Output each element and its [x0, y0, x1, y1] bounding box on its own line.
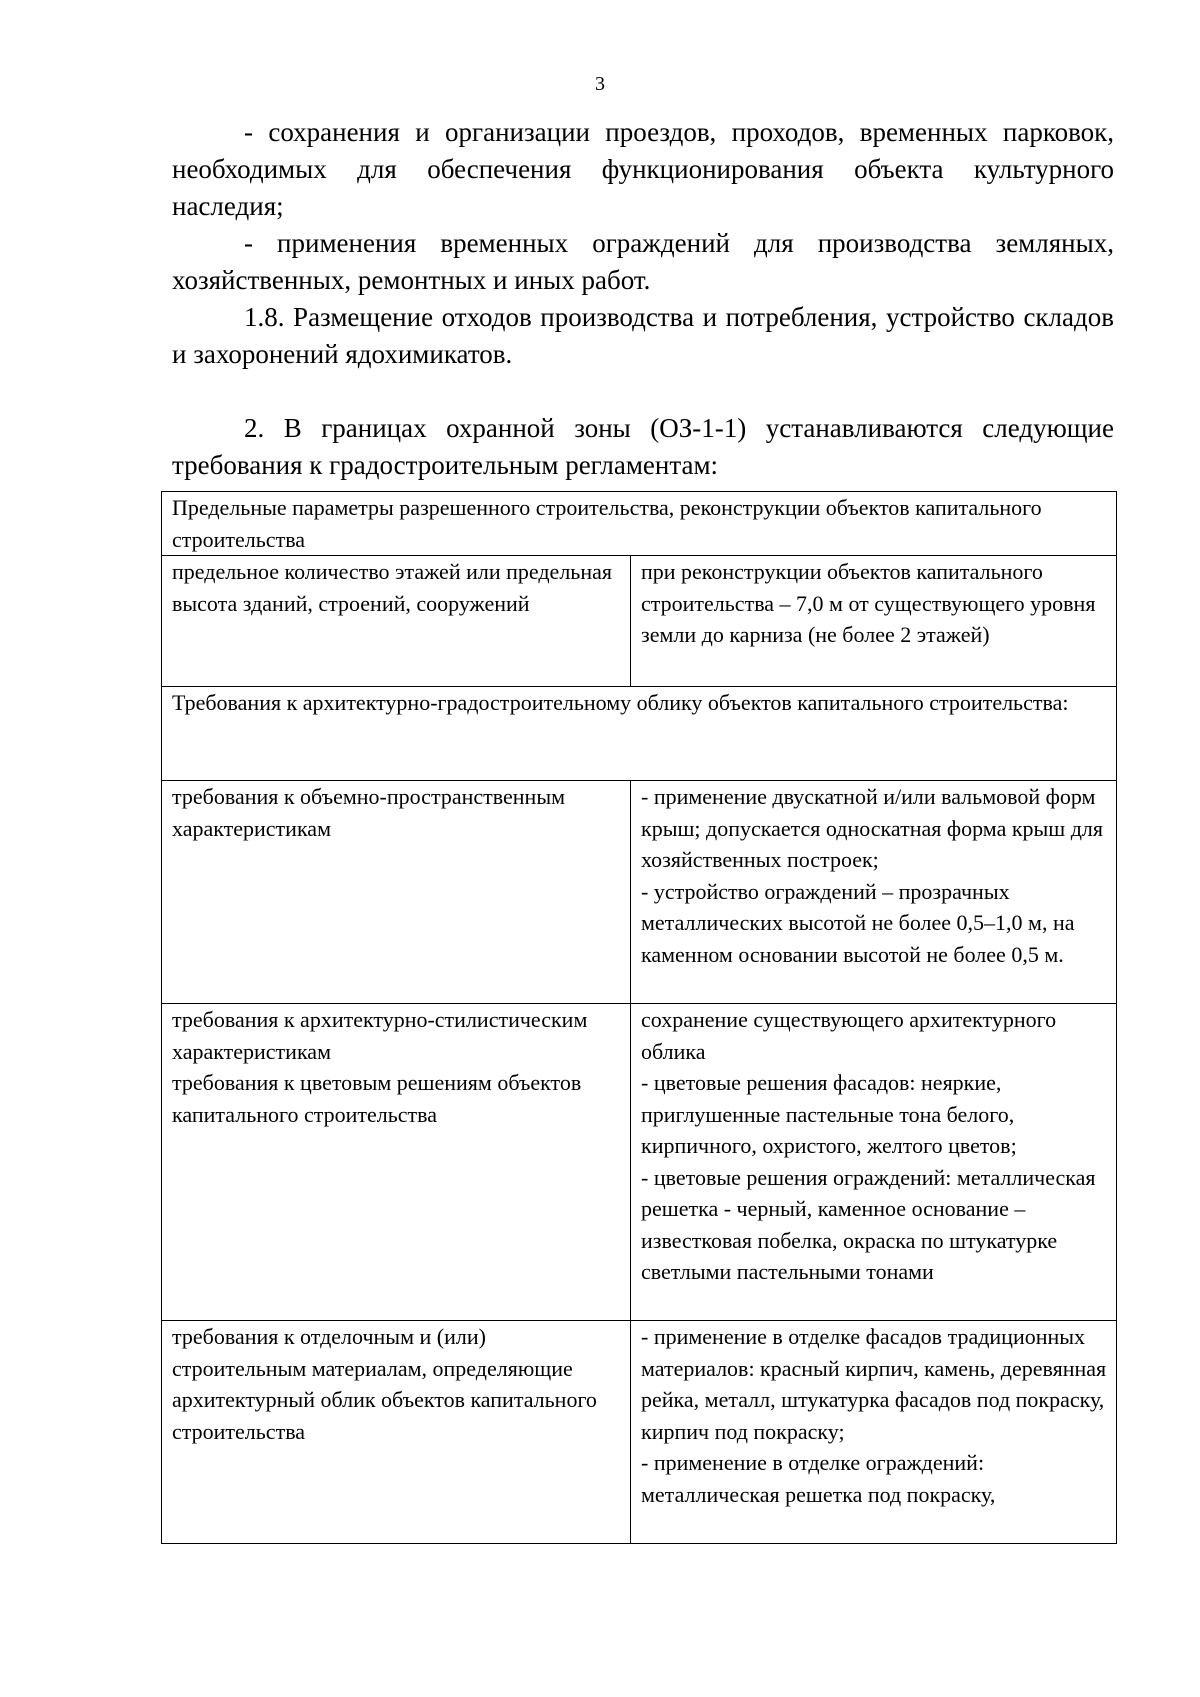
cell-materials-value	[631, 1321, 1117, 1544]
paragraph-parking: - сохранения и организации проездов, проходов, временных парковок, необходимых для обеспечения функционирования объекта культурного наследия;	[172, 117, 1114, 221]
paragraph-waste: 1.8. Размещение отходов производства и потребления, устройство складов и захоронений ядохимикатов.	[172, 302, 1114, 369]
table-row	[162, 687, 1117, 781]
cell-volume-label: требования к объемно-пространственным характеристикам	[162, 781, 631, 1004]
list-item: сохранение существующего архитектурного облика	[641, 1007, 1057, 1064]
table-row	[162, 1004, 1117, 1321]
list-item: - цветовые решения фасадов: неяркие, приглушенные пастельные тона белого, кирпичного, охристого, желтого цветов;	[641, 1070, 1017, 1158]
table-row	[162, 1321, 1117, 1544]
list-item: - цветовые решения ограждений: металлическая решетка - черный, каменное основание – известковая побелка, окраска по штукатурке светлыми пастельными тонами	[641, 1164, 1096, 1284]
cell-volume-value	[631, 781, 1117, 1004]
cell-floors-value: при реконструкции объектов капитального строительства – 7,0 м от существующего уровня земли до карниза (не более 2 этажей)	[631, 556, 1117, 687]
list-item: - применение в отделке ограждений: металлическая решетка под покраску,	[641, 1450, 996, 1507]
table-row	[162, 781, 1117, 1004]
paragraph-protection-zone: 2. В границах охранной зоны (ОЗ-1-1) устанавливаются следующие требования к градостроительным регламентам:	[172, 413, 1114, 480]
body-text-top	[172, 114, 1114, 484]
list-item: - применение двускатной и/или вальмовой форм крыш; допускается односкатная форма крыш для хозяйственных построек;	[641, 784, 1104, 872]
cell-floors-label: предельное количество этажей или предельная высота зданий, строений, сооружений	[162, 556, 631, 687]
table-row	[162, 556, 1117, 687]
section-header-parameters: Предельные параметры разрешенного строительства, реконструкции объектов капитального строительства	[162, 492, 1117, 556]
list-item: - применение в отделке фасадов традиционных материалов: красный кирпич, камень, деревянная рейка, металл, штукатурка фасадов под покраску, кирпич под покраску;	[641, 1324, 1107, 1444]
paragraph-fences: - применения временных ограждений для производства земляных, хозяйственных, ремонтных и иных работ.	[172, 228, 1114, 295]
regulations-table	[161, 491, 1117, 1544]
cell-style-label	[162, 1004, 631, 1321]
cell-style-value	[631, 1004, 1117, 1321]
list-item: требования к архитектурно-стилистическим характеристикам	[172, 1007, 588, 1064]
cell-materials-label: требования к отделочным и (или) строительным материалам, определяющие архитектурный облик объектов капитального строительства	[162, 1321, 631, 1544]
page-number: 3	[595, 73, 605, 95]
section-header-appearance: Требования к архитектурно-градостроительному облику объектов капитального строительства:	[162, 687, 1117, 781]
table-row	[162, 492, 1117, 556]
list-item: требования к цветовым решениям объектов капитального строительства	[172, 1070, 582, 1127]
list-item: - устройство ограждений – прозрачных металлических высотой не более 0,5–1,0 м, на каменном основании высотой не более 0,5 м.	[641, 878, 1075, 967]
